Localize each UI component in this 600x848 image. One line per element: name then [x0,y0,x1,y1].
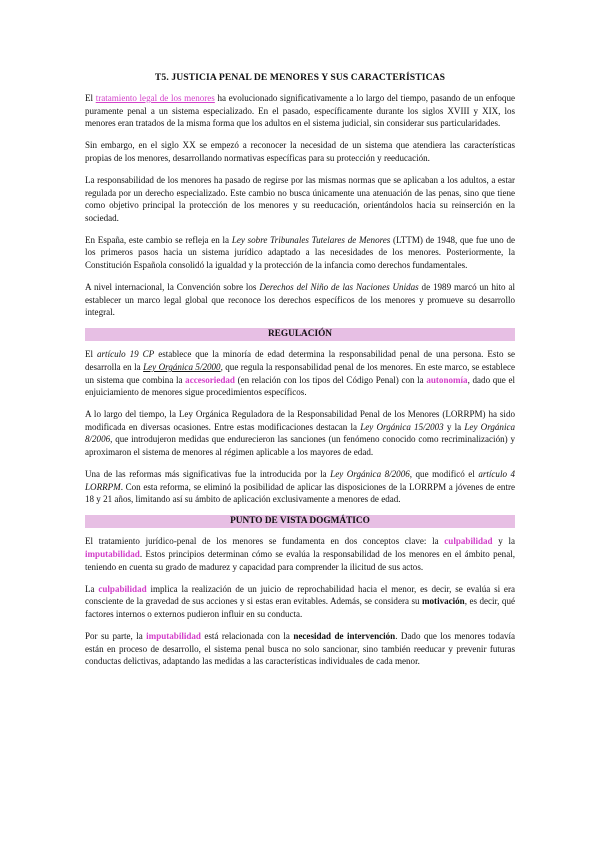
text: de 1989 marcó un hito al establecer un marco legal global que reconoce los derechos específicos de los menores y promueve su desarrollo integral. [85,282,515,318]
text: establece que la minoría de edad determina la responsabilidad penal de una persona. Esto se desarrolla en la [85,349,515,372]
law-reference: Ley Orgánica 5/2000 [143,362,221,372]
paragraph-regulacion-3 [85,468,515,506]
text: En España, este cambio se refleja en la [85,234,232,245]
text: A nivel internacional, la Convención sobre los [85,282,260,293]
text: y la [492,536,516,547]
text: El [85,93,96,103]
paragraph-intro-3: La responsabilidad de los menores ha pasado de regirse por las mismas normas que se aplicaban a los adultos, a estar regulada por un derecho especializado. Este cambio no busca únicamente una atenuación de las penas, sino que tiene como objetivo principal la protección de los menores y su reeducación, orientándolos hacia su reinserción en la sociedad. [85,174,515,223]
law-reference: Ley Orgánica 8/2006 [85,421,515,445]
text: está relacionada con la [200,631,294,641]
paragraph-dogmatico-2 [85,583,515,621]
text: A lo largo del tiempo, la Ley Orgánica Reguladora de la Responsabilidad Penal de los Menores (LORRPM) ha sido modificada en diversas ocasiones. Entre estas modificaciones destacan la [85,409,515,432]
section-heading-dogmatico: PUNTO DE VISTA DOGMÁTICO [85,515,515,528]
paragraph-intro-2: Sin embargo, en el siglo XX se empezó a reconocer la necesidad de un sistema que atendiera las características propias de los menores, desarrollando normativas específicas para su protección y reeducación. [85,140,515,163]
text: ha evolucionado significativamente a lo largo del tiempo, pasando de un enfoque puramente penal a un sistema especializado. En el pasado, específicamente durante los siglos XVIII y XIX, los menores eran tratados de la misma forma que los adultos en el sistema judicial, sin considerar sus particularidades. [85,93,515,129]
bold-term: motivación [422,596,465,607]
bold-term: necesidad de intervención [293,631,396,641]
law-reference: Derechos del Niño de las Naciones Unidas [259,282,419,293]
highlighted-term: culpabilidad [98,583,147,594]
text: Una de las reformas más significativas fue la introducida por la [85,469,331,480]
text: (LTTM) de 1948, que fue uno de los primeros pasos hacia un sistema jurídico adaptado a las necesidades de los menores. Posteriormente, la Constitución Española consolidó la igualdad y la protección de la infancia como derechos fundamentales. [85,234,515,271]
text: (en relación con los tipos del Código Penal) con la [234,374,427,385]
text: La [85,583,99,594]
paragraph-intro-1 [85,92,515,130]
text: implica la realización de un juicio de reprochabilidad hacia el menor, es decir, se evalúa si era consciente de la gravedad de sus acciones y si estas eran evitables. Además, se considera su [85,583,515,607]
text: El tratamiento jurídico-penal de los menores se fundamenta en dos conceptos clave: la [85,536,445,547]
highlighted-term: autonomía [426,374,468,385]
highlighted-term: accesoriedad [185,374,235,385]
paragraph-intro-5 [85,281,515,319]
text: y la [443,421,465,432]
highlighted-term: culpabilidad [444,536,493,547]
paragraph-regulacion-2 [85,408,515,458]
text: . Dado que los menores todavía están en proceso de desarrollo, el sistema penal busca no solo sancionar, sino también reeducar y prevenir futuras conductas delictivas, adaptando las medidas a las características individuales de cada menor. [85,631,516,667]
text: Por su parte, la [85,631,147,641]
text: . Con esta reforma, se eliminó la posibilidad de aplicar las disposiciones de la LORRPM a jóvenes de entre 18 y 21 años, limitando así su ámbito de aplicación exclusivamente a menores de edad. [85,481,515,505]
law-reference: Ley Orgánica 8/2006 [330,469,410,480]
section-heading-regulacion: REGULACIÓN [85,328,515,341]
paragraph-intro-4 [85,234,515,272]
law-reference: Ley sobre Tribunales Tutelares de Menores [231,234,391,245]
highlighted-term: imputabilidad [146,631,201,641]
document-page [85,72,515,677]
text: , dado que el enjuiciamiento de menores sigue procedimientos específicos. [85,374,515,398]
text: El [85,349,98,360]
document-title: T5. JUSTICIA PENAL DE MENORES Y SUS CARACTERÍSTICAS [154,72,446,83]
text: , que introdujeron medidas que endurecieron las sanciones (un fenómeno conocido como recriminalización) y aproximaron el sistema de menores al régimen aplicable a los mayores de edad. [85,434,515,458]
article-reference: artículo 19 CP [97,349,155,360]
highlighted-term: tratamiento legal de los menores [95,93,215,103]
article-reference: artículo 4 LORRPM [85,469,516,492]
text: , que regula la responsabilidad penal de los menores. En este marco, se establece un sistema que combina la [85,362,515,385]
highlighted-term: imputabilidad [85,549,140,560]
text: . Estos principios determinan cómo se evalúa la responsabilidad de los menores en el ámbito penal, teniendo en cuenta su grado de madurez y capacidad para comprender la ilicitud de sus actos. [85,549,515,572]
text: , que modificó el [409,469,479,480]
law-reference: Ley Orgánica 15/2003 [360,421,444,432]
text: , es decir, qué factores internos o externos pudieron influir en su conducta. [85,596,515,619]
paragraph-dogmatico-3 [85,630,515,668]
paragraph-dogmatico-1 [85,535,515,573]
paragraph-regulacion-1 [85,348,515,398]
